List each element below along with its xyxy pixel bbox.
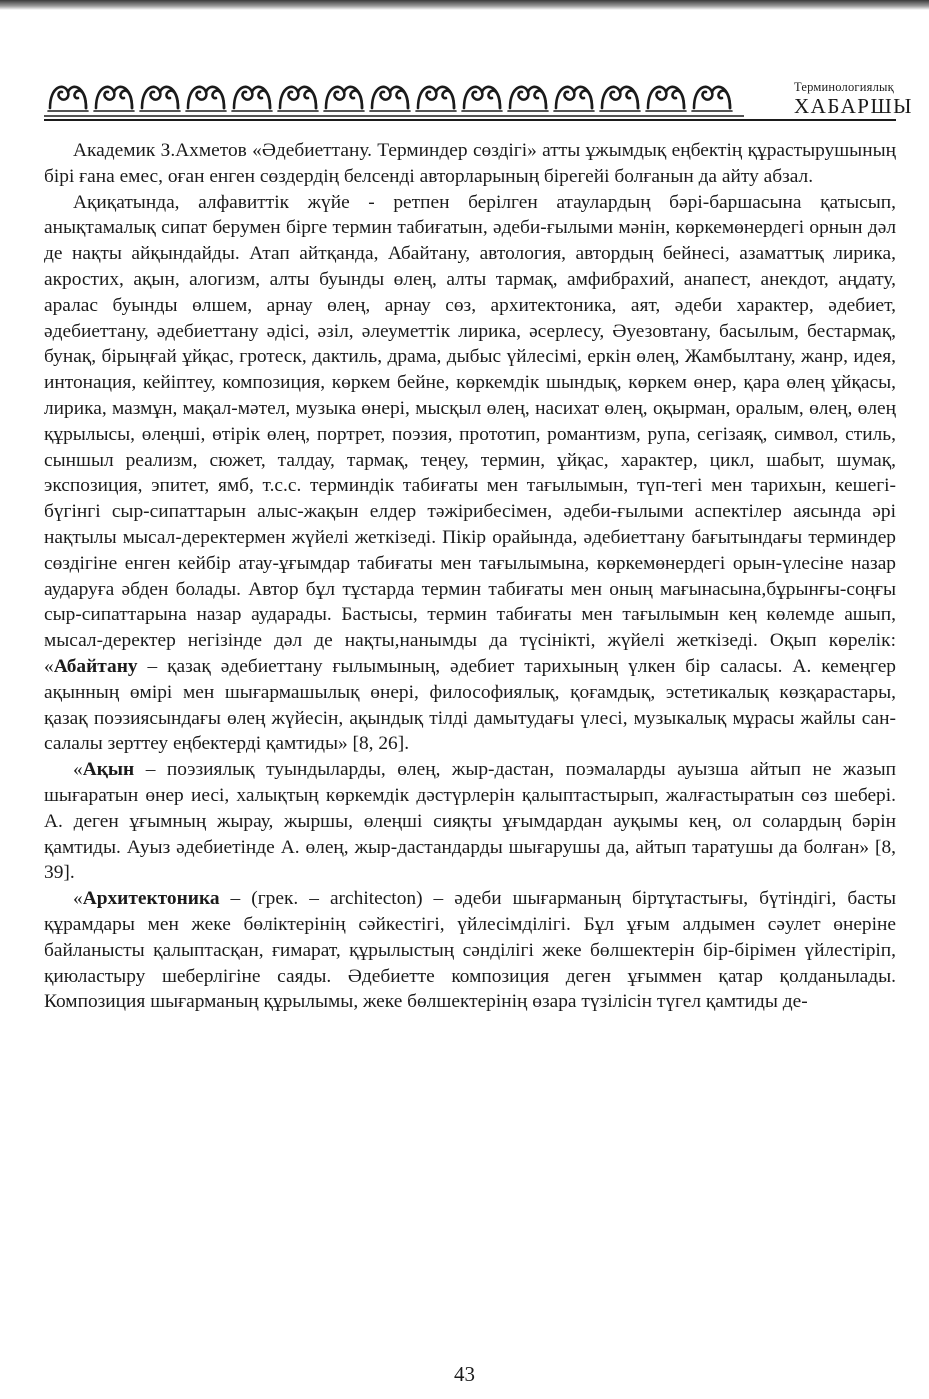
paragraph bbox=[44, 757, 896, 886]
ornament-motif-icon bbox=[94, 87, 134, 111]
paragraph bbox=[44, 138, 896, 190]
ornament-motif-icon bbox=[692, 87, 732, 111]
ornament-motif-icon bbox=[416, 87, 456, 111]
scan-top-edge bbox=[0, 0, 929, 10]
ornament-motif-icon bbox=[600, 87, 640, 111]
text-run: – (грек. – architecton) – әдеби шығарманың біртұтастығы, бүтіндігі, басты құрамдары мен жеке бөліктерінің сәйкестігі, үйлесімділігі. Бұл ұғым алдымен сәулет өнеріне байланысты қалыптасқан, ғимарат, құрылыстың сәнділігі жеке бөлшектерін бір-бірімен үйлестіріп, қиюластыру шеберлігіне саяды. Әдебиетте композиция деген ұғыммен қатар қолданылады. Композиция шығарманың құрылымы, жеке бөлшектерінің өзара түзілісін түгел қамтиды де- bbox=[44, 888, 896, 1013]
paragraph bbox=[44, 190, 896, 758]
journal-name-small: Терминологиялық bbox=[794, 80, 894, 94]
ornament-motif-icon bbox=[48, 87, 88, 111]
ornament-motif-icon bbox=[186, 87, 226, 111]
term-heading: Архитектоника bbox=[82, 888, 220, 910]
text-run: – қазақ әдебиеттану ғылымының, әдебиет тарихының үлкен бір саласы. А. кемеңгер ақынның өмірі мен шығармашылық өнері, философиялық, қоғамдық, эстетикалық көзқарастары, қазақ поэзиясындағы өлең жүйесін, ақындық тілді дамытудағы үлесі, музыкалық мұрасы жайлы сан-салалы зерттеу еңбектерді қамтиды» [8, 26]. bbox=[44, 655, 896, 755]
ornament-motif-icon bbox=[140, 87, 180, 111]
paragraph bbox=[44, 886, 896, 1015]
ornament-motif-icon bbox=[232, 87, 272, 111]
article-body bbox=[44, 138, 896, 1015]
text-run: Ақиқатында, алфавиттік жүйе - ретпен берілген атаулардың бәрі-баршасына қатысып, анықтамалық сипат берумен бірге термин табиғатын, әдеби-ғылыми мәнін, көркемөнердегі орнын дәл де нақты айқындайды. Атап айтқанда, Абайтану, автология, автордың бейнесі, азаматтық лирика, акростих, ақын, алогизм, алты буынды өлең, алты тармақ, амфибрахий, анапест, анекдот, аңдату, аралас буынды өлшем, арнау өлең, арнау сөз, архитектоника, аят, әдеби характер, әдебиет, әдебиеттану, әдебиеттану әдісі, әзіл, әлеуметтік лирика, әсерлесу, Әуезовтану, басылым, бестармақ, бунақ, бірыңғай ұйқас, гротеск, дактиль, драма, дыбыс үйлесімі, еркін өлең, Жамбылтану, жанр, идея, интонация, кейіптеу, композиция, көркем бейне, көркемдік шындық, көркем өнер, қара өлең ұйқасы, лирика, мазмұн, мақал-мәтел, музыка өнері, мысқыл өлең, насихат өлең, оқырман, оралым, өлең, өлең құрылысы, өлеңші, өтірік өлең, портрет, поэзия, прототип, романтизм, рупа, сегізаяқ, символ, стиль, сыншыл реализм, сюжет, талдау, тармақ, теңеу, термин, ұйқас, характер, цикл, шабыт, шумақ, экспозиция, эпитет, ямб, т.с.с. терминдік табиғаты мен тағылымын, түп-тегі мен тарихын, кешегі-бүгінгі сыр-сипаттарын алыс-жақын елдер тәжірибесімен, әдеби-ғылыми аспектілер аясында әрі нақтылы мысал-деректермен жүйелі жеткізеді. Пікір орайында, әдебиеттану бағытындағы терминдер сөздігіне енген кейбір атау-ұғымдар табиғаты мен тағылымына, көркемөнердегі орын-үлесіне назар аударуға әбден болады. Автор бұл тұстарда термин табиғаты мен оның мағынасына,бұрынғы-соңғы сыр-сипаттарына назар аударады. Бастысы, термин табиғаты мен тағылымын кең көлемде ашып, мысал-деректер негізінде дәл де нақты,нанымды да түсінікті, жүйелі жеткізеді. Оқып көрелік: « bbox=[44, 191, 896, 677]
ornament-motif-icon bbox=[324, 87, 364, 111]
ornament-motif-icon bbox=[646, 87, 686, 111]
ornament-motif-icon bbox=[554, 87, 594, 111]
kazakh-ornament-band-icon bbox=[44, 78, 744, 118]
running-header bbox=[44, 78, 913, 124]
text-run: « bbox=[73, 888, 83, 910]
ornament-motif-icon bbox=[370, 87, 410, 111]
text-run: « bbox=[73, 759, 83, 781]
ornament-motif-icon bbox=[278, 87, 318, 111]
term-heading: Абайтану bbox=[53, 655, 138, 677]
ornament-motif-icon bbox=[508, 87, 548, 111]
page-number: 43 bbox=[454, 1362, 475, 1386]
header-rule bbox=[44, 119, 896, 121]
ornament-motif-icon bbox=[462, 87, 502, 111]
journal-name-large: ХАБАРШЫ bbox=[794, 94, 913, 118]
text-run: Академик З.Ахметов «Әдебиеттану. Терминдер сөздігі» атты ұжымдық еңбектің құрастырушының бірі ғана емес, оған енген сөздердің белсенді авторларының бірегейі болғанын да айту абзал. bbox=[44, 140, 896, 187]
term-heading: Ақын bbox=[82, 759, 135, 781]
text-run: – поэзиялық туындыларды, өлең, жыр-дастан, поэмаларды ауызша айтып не жазып шығаратын өнер иесі, халықтың көркемдік дәстүрлерін қалыптастырып, жалғастыратын сөз шебері. А. деген ұғымның жырау, жыршы, өлеңші сияқты ұғымдардан ауқымы кең, ол солардың бәрін қамтиды. Ауыз әдебиетінде А. өлең, жыр-дастандарды шығарушы да, айтып таратушы да болған» [8, 39]. bbox=[44, 759, 896, 884]
